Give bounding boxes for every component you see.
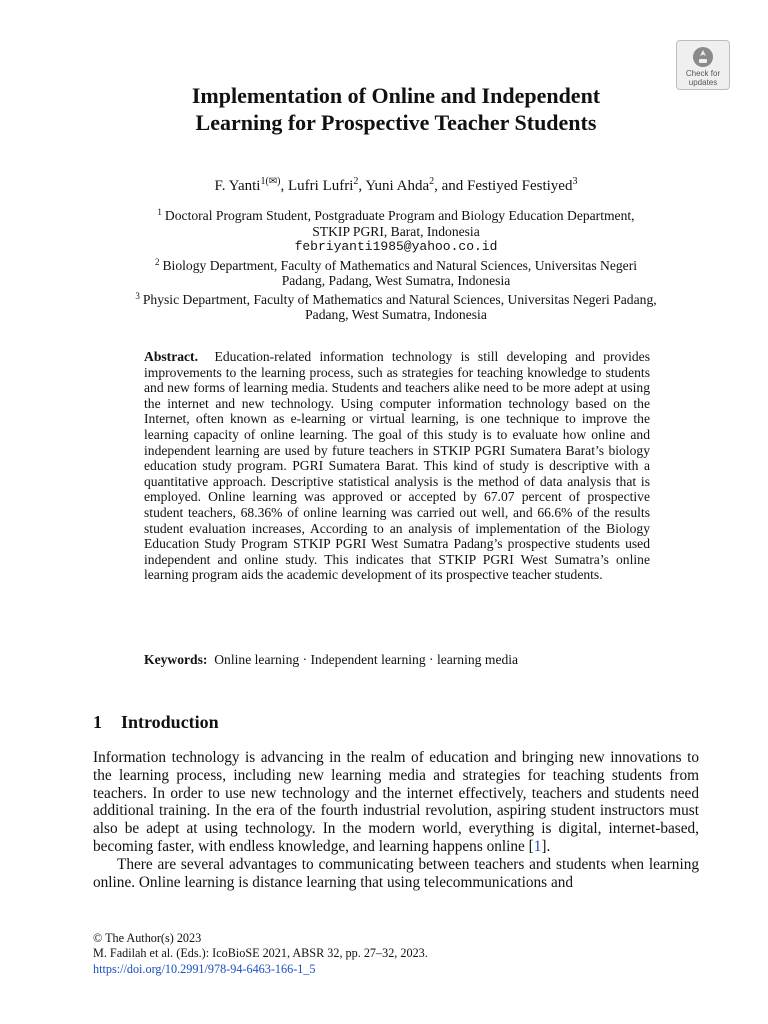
author-3-sup: 2 [429,176,435,187]
citation-info: M. Fadilah et al. (Eds.): IcoBioSE 2021, ABSR 32, pp. 27–32, 2023. [93,946,428,961]
introduction-body [93,749,699,891]
author-3: Yuni Ahda [365,178,430,194]
affiliation-2-line-2: Padang, Padang, West Sumatra, Indonesia [281,273,511,288]
copyright: © The Author(s) 2023 [93,931,202,945]
doi-link[interactable]: https://doi.org/10.2991/978-94-6463-166-1_5 [93,961,316,976]
section-number: 1 [93,712,102,732]
affiliation-3-text: Physic Department, Faculty of Mathematics and Natural Sciences, Universitas Negeri Padang, [142,291,657,307]
author-1: F. Yanti [214,178,261,194]
affiliation-2-line-1 [90,255,702,274]
paragraph-1-text: Information technology is advancing in the realm of education and bringing new innovations to the learning process, including new learning media and strategies for teaching students from teachers. In order to use new technology and the internet effectively, teachers and students need additional training. In the era of the fourth industrial revolution, aspiring student instructors must also be adept at using technology. In the modern world, everything is digital, internet-based, becoming faster, with endless knowledge, and learning happens online [ [93,749,699,855]
author-list: F. Yanti$^{1(✉)}$, Lufri Lufri$^2$, Yuni Ahda$^2$, and Festiyed Festiyed$^3$ [214,176,578,194]
citation-link[interactable]: 1 [533,837,542,855]
affiliation-2-number: 2 [154,256,160,267]
author-1-sup: 1(✉) [260,176,281,187]
footer [93,931,699,977]
author-4: Festiyed Festiyed [467,178,573,194]
keywords-label: Keywords: [144,652,208,667]
check-updates-icon [691,45,715,69]
title-line-2: Learning for Prospective Teacher Students [195,110,597,135]
author-4-sup: 3 [572,176,578,187]
author-2: Lufri Lufri [288,178,354,194]
affiliation-1-number: 1 [157,207,162,217]
abstract-label: Abstract. [144,349,198,364]
badge-label-1: Check for [685,69,721,78]
affiliation-3-line-1 [90,289,702,308]
paper-title [0,82,768,136]
paragraph-1-end: ]. [541,837,551,855]
affiliation-1-line-2: STKIP PGRI, Barat, Indonesia [312,223,480,239]
section-title: Introduction [121,712,219,732]
badge-label-2: updates [688,78,718,87]
affiliation-1-line-1 [90,205,702,224]
paragraph-1 [93,749,699,856]
abstract-text: Education-related information technology is still developing and provides improvements to the learning process, such as strategies for teaching knowledge to students and new forms of learning media. Students and teachers alike need to be more adept at using the internet and new technology. Using computer information technology based on the Internet, often known as e-learning or virtual learning, is one technique to improve the learning capacity of online learning. The goal of this study is to evaluate how online and independent learning are used by future teachers in STKIP PGRI Sumatera Barat’s biology education study program. PGRI Sumatera Barat. This kind of study is descriptive with a quantitative approach. Descriptive statistical analysis is the method of data analysis that is employed. Online learning was approved or accepted by 67.07 percent of prospective student teachers, 68.36% of online learning was carried out well, and 66.6% of the results student evaluation increases, According to an analysis of implementation of the Biology Education Study Program STKIP PGRI West Sumatra Padang’s prospective students used independent and online study. This indicates that STKIP PGRI West Sumatra’s online learning program aids the academic development of its prospective teacher students. [144,349,651,583]
affiliations [90,205,702,323]
email-link[interactable]: febriyanti1985@yahoo.co.id [294,239,498,254]
affiliation-3-number: 3 [135,290,140,301]
author-conjunction: and [441,178,464,194]
section-heading [93,711,219,733]
keywords [144,652,650,668]
affiliation-1-text: Doctoral Program Student, Postgraduate Program and Biology Education Department, [164,208,635,223]
abstract [144,349,650,583]
affiliation-2-text: Biology Department, Faculty of Mathematics and Natural Sciences, Universitas Negeri [162,257,637,273]
keywords-text: Online learning · Independent learning · learning media [214,652,519,667]
affiliation-3-line-2: Padang, West Sumatra, Indonesia [305,307,487,322]
paragraph-2: There are several advantages to communicating between teachers and students when learning online. Online learning is distance learning that using telecommunications and [93,855,699,891]
title-line-1: Implementation of Online and Independent [191,83,601,108]
author-2-sup: 2 [353,176,359,187]
